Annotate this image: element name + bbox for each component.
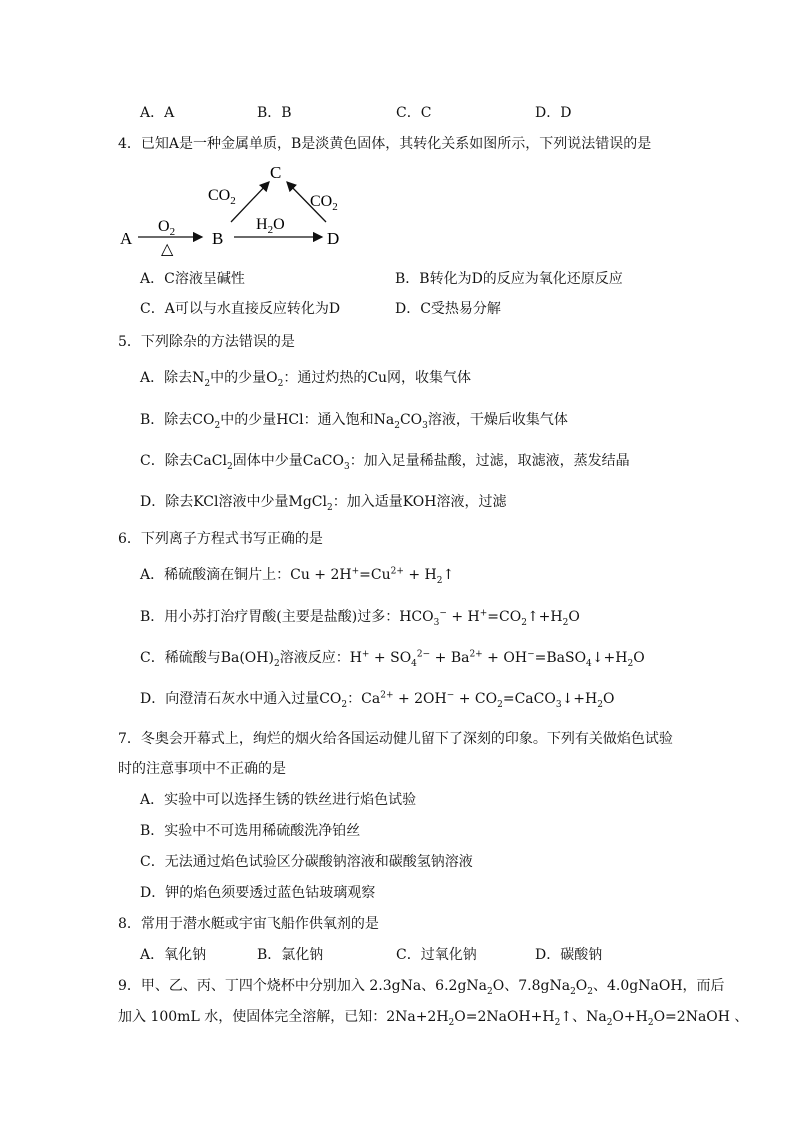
q9-line-1: 9．甲、乙、丙、丁四个烧杯中分别加入 2.3gNa、6.2gNa$_2$O、$7.8gNa_2O_2$、4.0gNaOH，而后 — [118, 978, 725, 997]
q4-conversion-diagram — [118, 158, 368, 258]
q5-option-d[interactable]: D．除去KCl溶液中少量MgCl$_2$：加入适量KOH溶液，过滤 — [140, 494, 507, 513]
q3-option-b[interactable]: B．B — [257, 105, 292, 121]
q7-stem-line-1: 7．冬奥会开幕式上，绚烂的烟火给各国运动健儿留下了深刻的印象。下列有关做焰色试验 — [118, 731, 673, 747]
q3-option-a[interactable]: A．A — [140, 105, 175, 121]
q8-stem: 8．常用于潜水艇或宇宙飞船作供氧剂的是 — [118, 916, 379, 932]
q7-stem-line-2: 时的注意事项中不正确的是 — [118, 761, 286, 777]
q7-option-c[interactable]: C．无法通过焰色试验区分碳酸钠溶液和碳酸氢钠溶液 — [140, 854, 473, 870]
q8-option-d[interactable]: D．碳酸钠 — [535, 947, 603, 963]
q5-option-a[interactable]: A．除去$N_2$中的少量$O_2$：通过灼热的Cu网，收集气体 — [140, 370, 472, 389]
q3-option-c[interactable]: C．C — [396, 105, 432, 121]
q6-option-c[interactable]: C．稀硫酸与$Ba(OH)_2$溶液反应：$H^+ + SO_4^{2-} + Ba^{2+}$ + $OH^-=BaSO_4↓+H_2O$ — [140, 649, 645, 669]
q5-option-c[interactable]: C．除去CaCl$_2$固体中少量CaCO$_3$：加入足量稀盐酸，过滤，取滤液，蒸发结晶 — [140, 453, 630, 472]
q5-stem: 5．下列除杂的方法错误的是 — [118, 334, 295, 350]
q6-option-a[interactable]: A．稀硫酸滴在铜片上：$Cu + 2H^+=Cu^{2+}$ + $H_2↑$ — [140, 566, 455, 586]
label-ab-heat: △ — [161, 241, 174, 258]
q3-option-d[interactable]: D．D — [535, 105, 572, 121]
label-ab-o2: $O_2$ — [158, 218, 176, 238]
q8-option-a[interactable]: A．氧化钠 — [140, 947, 207, 963]
q4-option-a[interactable]: A．C溶液呈碱性 — [140, 271, 245, 287]
q4-stem: 4．已知A是一种金属单质，B是淡黄色固体，其转化关系如图所示，下列说法错误的是 — [118, 136, 652, 152]
q4-option-c[interactable]: C．A可以与水直接反应转化为D — [140, 301, 341, 317]
q5-option-b[interactable]: B．除去$CO_2$中的少量HCl：通入饱和$Na_2CO_3$溶液，干燥后收集气体 — [140, 412, 568, 431]
diagram-node-c: C — [270, 163, 282, 182]
label-dc-co2: $CO_2$ — [310, 193, 338, 213]
diagram-node-d: D — [327, 229, 340, 248]
q7-option-b[interactable]: B．实验中不可选用稀硫酸洗净铂丝 — [140, 823, 361, 839]
q9-line-2: 加入 100mL 水，使固体完全溶解，已知：$2Na+2H_2O=2NaOH+H_2↑$、$Na_2O+H_2O=2NaOH$ 、 — [118, 1009, 749, 1028]
q4-option-b[interactable]: B．B转化为D的反应为氧化还原反应 — [395, 271, 623, 287]
q6-option-b[interactable]: B．用小苏打治疗胃酸(主要是盐酸)过多：$HCO_3^-$ + $H^+=CO_2↑+H_2O$ — [140, 608, 580, 628]
diagram-node-b: B — [212, 229, 224, 248]
q8-option-b[interactable]: B．氯化钠 — [257, 947, 324, 963]
q6-option-d[interactable]: D．向澄清石灰水中通入过量$CO_2$：$Ca^{2+} + 2OH^-$ + $CO_2=CaCO_3↓+H_2O$ — [140, 690, 615, 710]
q7-option-a[interactable]: A．实验中可以选择生锈的铁丝进行焰色试验 — [140, 792, 417, 808]
diagram-node-a: A — [120, 229, 133, 248]
q6-stem: 6．下列离子方程式书写正确的是 — [118, 531, 323, 547]
label-bd-h2o: $H_2O$ — [256, 216, 285, 236]
q7-option-d[interactable]: D．钾的焰色须要透过蓝色钴玻璃观察 — [140, 885, 376, 901]
q4-option-d[interactable]: D．C受热易分解 — [395, 301, 501, 317]
q8-option-c[interactable]: C．过氧化钠 — [396, 947, 477, 963]
label-bc-co2: $CO_2$ — [208, 187, 236, 207]
